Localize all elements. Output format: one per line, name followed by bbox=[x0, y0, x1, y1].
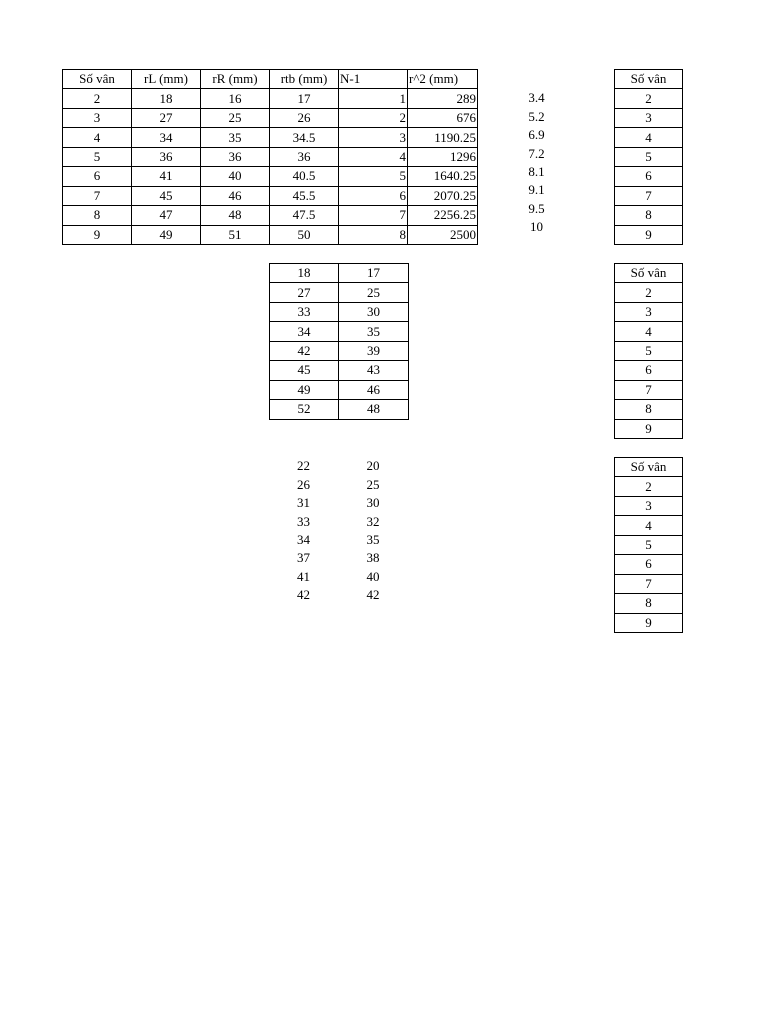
table-cell[interactable]: 9.1 bbox=[528, 182, 545, 198]
table-cell[interactable]: 18 bbox=[132, 89, 201, 108]
so-van-table-1 bbox=[614, 69, 683, 245]
table-cell[interactable]: 42 bbox=[297, 587, 310, 603]
table-cell[interactable]: 2 bbox=[615, 89, 683, 108]
table-row bbox=[615, 147, 683, 166]
table-cell[interactable]: 9 bbox=[615, 419, 683, 438]
table-cell[interactable]: 5 bbox=[63, 147, 132, 166]
table-cell[interactable]: 33 bbox=[297, 513, 310, 529]
table-cell[interactable]: 49 bbox=[132, 225, 201, 244]
table-cell[interactable]: 20 bbox=[366, 458, 380, 474]
table-cell[interactable]: 47 bbox=[132, 206, 201, 225]
table-cell[interactable]: 8.1 bbox=[528, 163, 545, 179]
table-row bbox=[269, 475, 408, 493]
table-cell[interactable]: 5 bbox=[339, 167, 408, 186]
table-row bbox=[615, 108, 683, 127]
table-row bbox=[502, 200, 571, 218]
table-cell[interactable]: 17 bbox=[339, 264, 409, 283]
table-row bbox=[502, 126, 571, 144]
table-cell[interactable]: 7 bbox=[615, 380, 683, 399]
table-cell[interactable]: 25 bbox=[339, 283, 409, 302]
table-row bbox=[270, 400, 409, 419]
table-row bbox=[615, 380, 683, 399]
table-cell[interactable]: 4 bbox=[615, 322, 683, 341]
table-cell[interactable]: 4 bbox=[615, 516, 683, 535]
table-cell[interactable]: 9.5 bbox=[528, 200, 545, 216]
table-cell[interactable]: 4 bbox=[63, 128, 132, 147]
table-cell[interactable]: 34 bbox=[270, 322, 339, 341]
table-cell[interactable]: 34 bbox=[297, 531, 310, 547]
table-cell[interactable]: 30 bbox=[366, 495, 380, 511]
table-row bbox=[270, 341, 409, 360]
header-cell[interactable]: r^2 (mm) bbox=[408, 70, 478, 89]
table-cell[interactable]: 3 bbox=[615, 496, 683, 515]
table-cell[interactable]: 7.2 bbox=[528, 145, 545, 161]
table-cell[interactable]: 6 bbox=[63, 167, 132, 186]
table-cell[interactable]: 2500 bbox=[408, 225, 478, 244]
table-cell[interactable]: 10 bbox=[530, 219, 543, 235]
so-van-table-3 bbox=[614, 457, 683, 633]
main-table bbox=[62, 69, 478, 245]
table-row bbox=[615, 400, 683, 419]
table-row bbox=[615, 613, 683, 632]
table-cell[interactable]: 43 bbox=[339, 361, 409, 380]
table-cell[interactable]: 3 bbox=[615, 302, 683, 321]
header-cell[interactable]: rR (mm) bbox=[201, 70, 270, 89]
table-cell[interactable]: 6 bbox=[615, 361, 683, 380]
table-row bbox=[270, 380, 409, 399]
table-cell[interactable]: 22 bbox=[297, 458, 310, 474]
table-row bbox=[270, 264, 409, 283]
extra-values-column bbox=[502, 89, 571, 237]
table-cell[interactable]: 40 bbox=[201, 167, 270, 186]
table-cell[interactable]: 35 bbox=[339, 322, 409, 341]
so-van-table-2 bbox=[614, 263, 683, 439]
table-cell[interactable]: 4 bbox=[615, 128, 683, 147]
table-cell[interactable]: 1296 bbox=[408, 147, 478, 166]
table-cell[interactable]: 6.9 bbox=[528, 127, 545, 143]
table-row bbox=[502, 107, 571, 125]
table-cell[interactable]: 38 bbox=[366, 550, 380, 566]
header-cell[interactable]: rtb (mm) bbox=[270, 70, 339, 89]
header-cell[interactable]: Số vân bbox=[615, 70, 683, 89]
table-row bbox=[615, 341, 683, 360]
table-cell[interactable]: 1190.25 bbox=[408, 128, 478, 147]
table-row bbox=[270, 322, 409, 341]
table-cell[interactable]: 289 bbox=[408, 89, 478, 108]
header-cell[interactable]: N-1 bbox=[339, 70, 408, 89]
table-cell[interactable]: 2 bbox=[339, 108, 408, 127]
table-cell[interactable]: 26 bbox=[297, 476, 310, 492]
table-row bbox=[615, 574, 683, 593]
table-row bbox=[63, 206, 478, 225]
table-cell[interactable]: 5 bbox=[615, 535, 683, 554]
table-row bbox=[502, 181, 571, 199]
table-header-row bbox=[615, 458, 683, 477]
table-cell[interactable]: 42 bbox=[366, 587, 380, 603]
table-cell[interactable]: 2 bbox=[615, 477, 683, 496]
table-cell[interactable]: 39 bbox=[339, 341, 409, 360]
table-2 bbox=[269, 263, 409, 420]
table-cell[interactable]: 2 bbox=[63, 89, 132, 108]
table-row bbox=[63, 225, 478, 244]
table-cell[interactable]: 7 bbox=[615, 574, 683, 593]
table-cell[interactable]: 2256.25 bbox=[408, 206, 478, 225]
table-cell[interactable]: 27 bbox=[132, 108, 201, 127]
table-cell[interactable]: 3 bbox=[63, 108, 132, 127]
table-row bbox=[63, 128, 478, 147]
table-cell[interactable]: 3.4 bbox=[528, 90, 545, 106]
table-row bbox=[269, 549, 408, 567]
table-cell[interactable]: 33 bbox=[270, 302, 339, 321]
table-cell[interactable]: 41 bbox=[297, 568, 310, 584]
table-cell[interactable]: 8 bbox=[615, 400, 683, 419]
table-cell[interactable]: 40.5 bbox=[270, 167, 339, 186]
table-cell[interactable]: 45.5 bbox=[270, 186, 339, 205]
table-cell[interactable]: 6 bbox=[615, 555, 683, 574]
table-cell[interactable]: 1640.25 bbox=[408, 167, 478, 186]
table-cell[interactable]: 16 bbox=[201, 89, 270, 108]
table-cell[interactable]: 37 bbox=[297, 550, 310, 566]
table-cell[interactable]: 6 bbox=[615, 167, 683, 186]
table-cell[interactable]: 27 bbox=[270, 283, 339, 302]
table-cell[interactable]: 5 bbox=[615, 341, 683, 360]
table-header-row bbox=[615, 70, 683, 89]
table-row bbox=[63, 89, 478, 108]
table-row bbox=[502, 144, 571, 162]
table-cell[interactable]: 25 bbox=[366, 476, 380, 492]
table-row bbox=[63, 186, 478, 205]
table-row bbox=[615, 419, 683, 438]
header-cell[interactable]: Số vân bbox=[615, 264, 683, 283]
table-cell[interactable]: 47.5 bbox=[270, 206, 339, 225]
table-cell[interactable]: 8 bbox=[63, 206, 132, 225]
table-row bbox=[63, 108, 478, 127]
table-cell[interactable]: 46 bbox=[201, 186, 270, 205]
table-row bbox=[63, 167, 478, 186]
table-row bbox=[269, 531, 408, 549]
table-cell[interactable]: 42 bbox=[270, 341, 339, 360]
table-cell[interactable]: 17 bbox=[270, 89, 339, 108]
table-row bbox=[615, 555, 683, 574]
table-3 bbox=[269, 457, 408, 605]
table-header-row bbox=[615, 264, 683, 283]
table-cell[interactable]: 676 bbox=[408, 108, 478, 127]
table-cell[interactable]: 50 bbox=[270, 225, 339, 244]
table-cell[interactable]: 34.5 bbox=[270, 128, 339, 147]
table-cell[interactable]: 1 bbox=[339, 89, 408, 108]
table-cell[interactable]: 7 bbox=[615, 186, 683, 205]
table-row bbox=[269, 494, 408, 512]
table-row bbox=[615, 89, 683, 108]
table-row bbox=[269, 586, 408, 604]
table-cell[interactable]: 4 bbox=[339, 147, 408, 166]
table-cell[interactable]: 35 bbox=[366, 531, 380, 547]
table-cell[interactable]: 7 bbox=[63, 186, 132, 205]
table-row bbox=[615, 535, 683, 554]
table-cell[interactable]: 36 bbox=[201, 147, 270, 166]
table-cell[interactable]: 34 bbox=[132, 128, 201, 147]
table-cell[interactable]: 30 bbox=[339, 302, 409, 321]
table-cell[interactable]: 3 bbox=[615, 108, 683, 127]
table-row bbox=[270, 361, 409, 380]
table-row bbox=[615, 206, 683, 225]
table-cell[interactable]: 8 bbox=[615, 594, 683, 613]
table-cell[interactable]: 6 bbox=[339, 186, 408, 205]
table-row bbox=[615, 186, 683, 205]
table-row bbox=[615, 225, 683, 244]
table-cell[interactable]: 25 bbox=[201, 108, 270, 127]
table-cell[interactable]: 9 bbox=[615, 613, 683, 632]
table-cell[interactable]: 40 bbox=[366, 568, 380, 584]
table-row bbox=[615, 128, 683, 147]
table-cell[interactable]: 35 bbox=[201, 128, 270, 147]
table-row bbox=[63, 147, 478, 166]
table-cell[interactable]: 45 bbox=[270, 361, 339, 380]
table-cell[interactable]: 31 bbox=[297, 495, 310, 511]
table-row bbox=[615, 283, 683, 302]
table-row bbox=[269, 457, 408, 475]
table-cell[interactable]: 36 bbox=[270, 147, 339, 166]
table-row bbox=[502, 218, 571, 236]
table-cell[interactable]: 8 bbox=[615, 206, 683, 225]
table-cell[interactable]: 36 bbox=[132, 147, 201, 166]
main-table-header bbox=[63, 70, 478, 89]
table-row bbox=[502, 163, 571, 181]
table-cell[interactable]: 8 bbox=[339, 225, 408, 244]
table-row bbox=[270, 283, 409, 302]
table-row bbox=[615, 496, 683, 515]
table-row bbox=[615, 516, 683, 535]
table-cell[interactable]: 9 bbox=[63, 225, 132, 244]
table-cell[interactable]: 2070.25 bbox=[408, 186, 478, 205]
table-cell[interactable]: 45 bbox=[132, 186, 201, 205]
table-cell[interactable]: 46 bbox=[339, 380, 409, 399]
table-row bbox=[615, 302, 683, 321]
table-cell[interactable]: 32 bbox=[366, 513, 380, 529]
table-cell[interactable]: 18 bbox=[270, 264, 339, 283]
table-row bbox=[269, 512, 408, 530]
header-cell[interactable]: Số vân bbox=[615, 458, 683, 477]
table-cell[interactable]: 3 bbox=[339, 128, 408, 147]
table-cell[interactable]: 9 bbox=[615, 225, 683, 244]
table-cell[interactable]: 51 bbox=[201, 225, 270, 244]
table-cell[interactable]: 48 bbox=[201, 206, 270, 225]
table-cell[interactable]: 7 bbox=[339, 206, 408, 225]
table-row bbox=[615, 167, 683, 186]
table-cell[interactable]: 48 bbox=[339, 400, 409, 419]
header-cell[interactable]: rL (mm) bbox=[132, 70, 201, 89]
table-row bbox=[269, 568, 408, 586]
table-cell[interactable]: 41 bbox=[132, 167, 201, 186]
table-cell[interactable]: 49 bbox=[270, 380, 339, 399]
table-row bbox=[615, 477, 683, 496]
table-row bbox=[615, 361, 683, 380]
table-row bbox=[615, 322, 683, 341]
table-cell[interactable]: 5 bbox=[615, 147, 683, 166]
table-row bbox=[502, 89, 571, 107]
table-cell[interactable]: 2 bbox=[615, 283, 683, 302]
table-row bbox=[615, 594, 683, 613]
table-cell[interactable]: 5.2 bbox=[528, 108, 545, 124]
table-row bbox=[270, 302, 409, 321]
table-cell[interactable]: 26 bbox=[270, 108, 339, 127]
header-cell[interactable]: Số vân bbox=[63, 70, 132, 89]
table-cell[interactable]: 52 bbox=[270, 400, 339, 419]
